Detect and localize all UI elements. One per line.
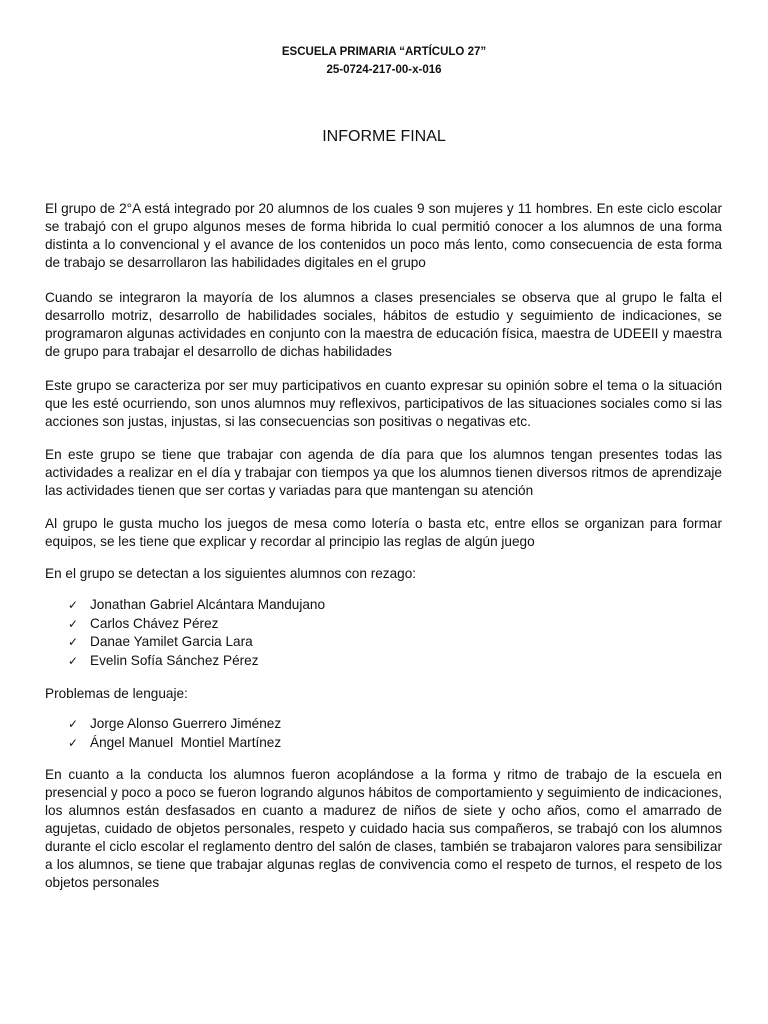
- check-icon: ✓: [68, 598, 79, 612]
- rezago-list: [68, 596, 325, 670]
- student-name: Evelin Sofía Sánchez Pérez: [90, 652, 259, 668]
- paragraph-agenda: [45, 446, 722, 500]
- school-name: ESCUELA PRIMARIA “ARTÍCULO 27”: [281, 46, 487, 58]
- paragraph-games: [45, 515, 722, 551]
- rezago-label: En el grupo se detectan a los siguientes alumnos con rezago:: [45, 566, 417, 581]
- list-item: [68, 734, 281, 753]
- check-icon: ✓: [68, 653, 79, 668]
- paragraph: El grupo de 2°A está integrado por 20 alumnos de los cuales 9 son mujeres y 11 hombres. En este ciclo escolar se trabajó con el grupo algunos meses de forma hibrida lo cual permitió conocer a los alumnos de una forma distinta a lo convencional y el avance de los contenidos un poco más lento, como consecuencia de esta forma de trabajo se desarrollaron las habilidades digitales en el grupo: [45, 201, 722, 270]
- check-icon: ✓: [68, 717, 79, 731]
- list-item: [68, 596, 325, 615]
- check-icon: ✓: [68, 616, 79, 631]
- list-item: [68, 633, 325, 652]
- paragraph-group-composition: [45, 200, 722, 272]
- paragraph: Al grupo le gusta mucho los juegos de mesa como lotería o basta etc, entre ellos se organizan para formar equipos, se les tiene que explicar y recordar al principio las reglas de algún juego: [45, 516, 722, 549]
- student-name: Jorge Alonso Guerrero Jiménez: [90, 716, 282, 731]
- paragraph-conduct: [45, 766, 722, 892]
- student-name: Jonathan Gabriel Alcántara Mandujano: [90, 597, 326, 612]
- student-name: Ángel Manuel Montiel Martínez: [90, 734, 282, 750]
- lenguaje-label: Problemas de lenguaje:: [45, 686, 188, 701]
- paragraph: Cuando se integraron la mayoría de los alumnos a clases presenciales se observa que al grupo le falta el desarrollo motriz, desarrollo de habilidades sociales, hábitos de estudio y seguimiento de indicaciones, se programaron algunas actividades en conjunto con la maestra de educación física, maestra de UDEEII y maestra de grupo para trabajar el desarrollo de dichas habilidades: [45, 290, 722, 359]
- check-icon: ✓: [68, 635, 79, 649]
- list-item: [68, 652, 325, 671]
- document-title: INFORME FINAL: [322, 128, 446, 145]
- paragraph: Este grupo se caracteriza por ser muy participativos en cuanto expresar su opinión sobre el tema o la situación que les esté ocurriendo, son unos alumnos muy reflexivos, participativos de las situaciones sociales como si las acciones son justas, injustas, si las consecuencias son positivas o negativas etc.: [45, 378, 722, 429]
- school-code: 25-0724-217-00-x-016: [326, 64, 442, 76]
- paragraph-presencial: [45, 289, 722, 361]
- list-item: [68, 715, 281, 734]
- list-item: [68, 615, 325, 634]
- paragraph-participation: [45, 377, 722, 431]
- student-name: Carlos Chávez Pérez: [90, 615, 219, 631]
- check-icon: ✓: [68, 735, 79, 750]
- paragraph: En cuanto a la conducta los alumnos fueron acoplándose a la forma y ritmo de trabajo de la escuela en presencial y poco a poco se fueron logrando algunos hábitos de comportamiento y seguimiento de indicaciones, los alumnos están desfasados en cuanto a madurez de niños de siete y ocho años, como el amarrado de agujetas, cuidado de objetos personales, respeto y cuidado hacia sus compañeros, se trabajó con los alumnos durante el ciclo escolar el reglamento dentro del salón de clases, también se trabajaron valores para sensibilizar a los alumnos, se tiene que trabajar algunas reglas de convivencia como el respeto de turnos, el respeto de los objetos personales: [45, 767, 722, 890]
- paragraph: En este grupo se tiene que trabajar con agenda de día para que los alumnos tengan presentes todas las actividades a realizar en el día y trabajar con tiempos ya que los alumnos tienen diversos ritmos de aprendizaje las actividades tienen que ser cortas y variadas para que mantengan su atención: [45, 447, 722, 498]
- student-name: Danae Yamilet Garcia Lara: [90, 634, 253, 649]
- lenguaje-list: [68, 715, 281, 752]
